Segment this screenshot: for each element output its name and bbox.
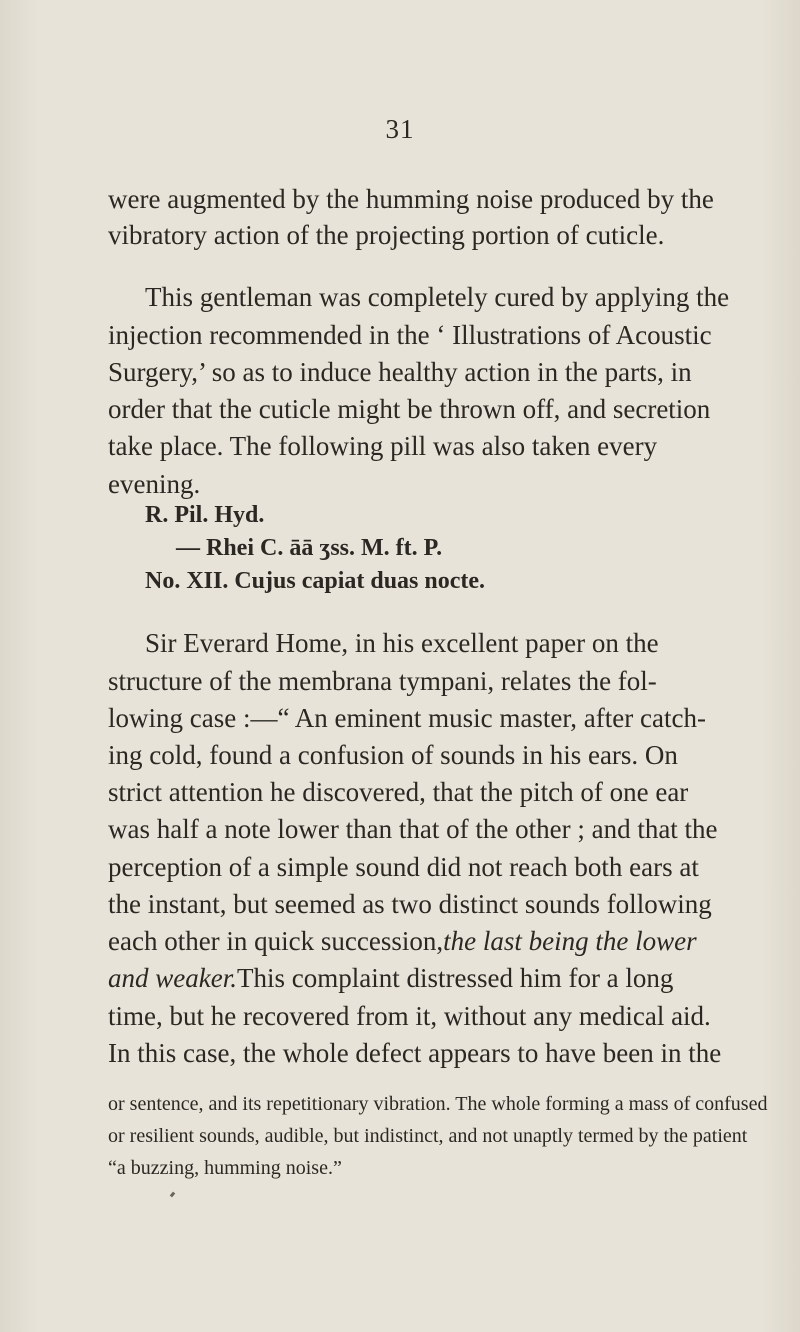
- text-line: perception of a simple sound did not reach both ears at: [108, 852, 699, 882]
- text-line: This gentleman was completely cured by applying the: [145, 282, 730, 312]
- text-line: Sir Everard Home, in his excellent paper on the: [145, 628, 659, 658]
- text-line: the instant, but seemed as two distinct sounds following: [108, 889, 712, 919]
- text-line: time, but he recovered from it, without any medical aid.: [108, 1001, 711, 1031]
- page-number: 31: [385, 114, 415, 144]
- italic-segment: and weaker.: [108, 963, 237, 993]
- footnote-line: or sentence, and its repetitionary vibration. The whole forming a mass of confused: [108, 1093, 768, 1115]
- prescription-line: R. Pil. Hyd.: [145, 502, 265, 528]
- prescription-line: No. XII. Cujus capiat duas nocte.: [145, 568, 486, 594]
- text-line: In this case, the whole defect appears to have been in the: [108, 1038, 722, 1068]
- text-line: evening.: [108, 469, 201, 499]
- text-line: were augmented by the humming noise produced by the: [108, 184, 714, 214]
- footnote-line: or resilient sounds, audible, but indistinct, and not unaptly termed by the patient: [108, 1125, 748, 1147]
- text-line: was half a note lower than that of the other ; and that the: [108, 814, 718, 844]
- text-line-mixed: [108, 925, 697, 957]
- text-segment: This complaint distressed him for a long: [236, 963, 674, 993]
- text-line: ing cold, found a confusion of sounds in his ears. On: [108, 740, 678, 770]
- text-line: take place. The following pill was also taken every: [108, 431, 658, 461]
- prescription-line: — Rhei C. āā ʒss. M. ft. P.: [176, 535, 443, 561]
- text-segment: each other in quick succession,: [108, 926, 444, 956]
- ink-speck: [170, 1192, 176, 1198]
- text-line: injection recommended in the ‘ Illustrations of Acoustic: [108, 320, 712, 350]
- italic-segment: the last being the lower: [443, 926, 697, 956]
- text-line: strict attention he discovered, that the pitch of one ear: [108, 777, 689, 807]
- text-line-mixed: [108, 962, 674, 994]
- footnote-line: “a buzzing, humming noise.”: [108, 1157, 342, 1179]
- text-line: Surgery,’ so as to induce healthy action in the parts, in: [108, 357, 692, 387]
- text-line: lowing case :—“ An eminent music master, after catch-: [108, 703, 706, 733]
- text-line: order that the cuticle might be thrown off, and secretion: [108, 394, 711, 424]
- text-line: structure of the membrana tympani, relates the fol-: [108, 666, 657, 696]
- text-line: vibratory action of the projecting portion of cuticle.: [108, 220, 665, 250]
